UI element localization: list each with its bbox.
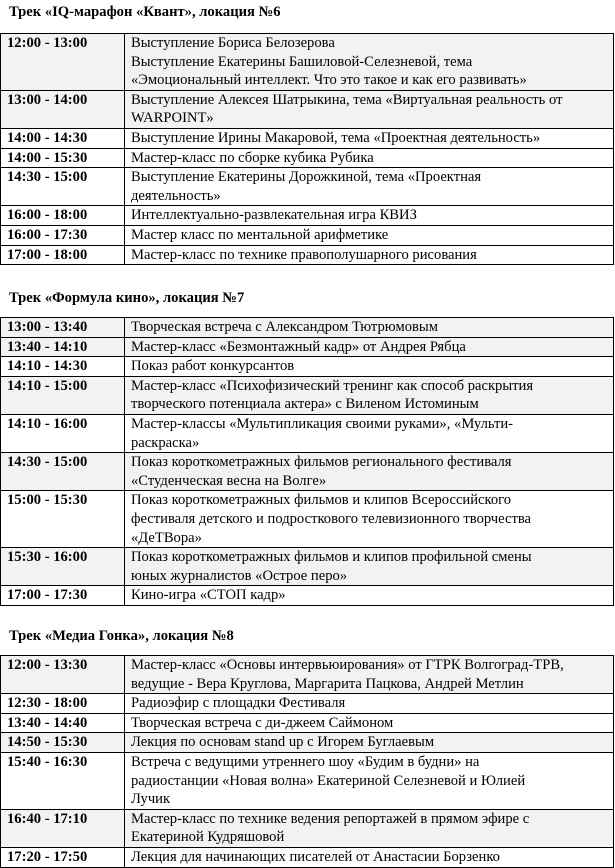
event-text: Показ короткометражных фильмов регионального фестиваля xyxy=(131,454,512,471)
event-cell xyxy=(125,357,614,377)
table-row xyxy=(1,548,614,586)
event-text: радиостанции «Новая волна» Екатериной Селезневой и Юлией xyxy=(131,772,526,789)
table-row xyxy=(1,245,614,265)
time-cell: 14:30 - 15:00 xyxy=(1,453,125,491)
table-row xyxy=(1,713,614,733)
event-cell xyxy=(125,206,614,226)
event-text: «ДеТВора» xyxy=(131,529,202,546)
time-cell: 12:00 - 13:30 xyxy=(1,656,125,694)
table-row xyxy=(1,414,614,452)
event-cell xyxy=(125,809,614,847)
time-cell: 15:00 - 15:30 xyxy=(1,491,125,548)
event-text: Екатериной Кудряшовой xyxy=(131,829,285,846)
table-row xyxy=(1,376,614,414)
table-row xyxy=(1,656,614,694)
time-cell: 15:30 - 16:00 xyxy=(1,548,125,586)
time-cell: 12:30 - 18:00 xyxy=(1,694,125,714)
time-cell: 16:00 - 17:30 xyxy=(1,225,125,245)
event-text: Мастер-класс по технике ведения репортажей в прямом эфире с xyxy=(131,810,530,827)
event-text: Встреча с ведущими утреннего шоу «Будим в будни» на xyxy=(131,753,480,770)
event-text: Показ работ конкурсантов xyxy=(131,358,295,375)
time-cell: 13:40 - 14:40 xyxy=(1,713,125,733)
table-row xyxy=(1,206,614,226)
event-text: юных журналистов «Острое перо» xyxy=(131,567,348,584)
event-text: Мастер-класс «Безмонтажный кадр» от Андрея Рябца xyxy=(131,338,466,355)
event-text: Мастер-класс «Психофизический тренинг как способ раскрытия xyxy=(131,377,534,394)
table-row xyxy=(1,128,614,148)
event-cell xyxy=(125,245,614,265)
time-cell: 14:00 - 15:30 xyxy=(1,148,125,168)
event-cell xyxy=(125,90,614,128)
time-cell: 17:00 - 17:30 xyxy=(1,586,125,606)
time-cell: 17:20 - 17:50 xyxy=(1,847,125,867)
event-text: Кино-игра «СТОП кадр» xyxy=(131,587,286,604)
event-text: Мастер-класс «Основы интервьюирования» от ГТРК Волгоград-ТРВ, xyxy=(131,657,564,673)
event-text: Показ короткометражных фильмов и клипов профильной смены xyxy=(131,549,532,566)
event-text: Выступление Ирины Макаровой, тема «Проектная деятельность» xyxy=(131,129,541,146)
table-row xyxy=(1,694,614,714)
event-cell xyxy=(125,318,614,338)
event-cell xyxy=(125,713,614,733)
time-cell: 14:10 - 16:00 xyxy=(1,414,125,452)
time-cell: 14:30 - 15:00 xyxy=(1,168,125,206)
event-text: Выступление Екатерины Башиловой-Селезневой, тема xyxy=(131,53,473,70)
event-text: фестиваля детского и подросткового телевизионного творчества xyxy=(131,510,532,527)
time-cell: 14:10 - 14:30 xyxy=(1,357,125,377)
event-text: Мастер-классы «Мультипликация своими руками», «Мульти- xyxy=(131,415,514,432)
event-cell xyxy=(125,225,614,245)
event-text: раскраска» xyxy=(131,434,200,451)
event-cell xyxy=(125,548,614,586)
schedule-table xyxy=(0,33,614,265)
event-text: Показ короткометражных фильмов и клипов Всероссийского xyxy=(131,492,512,509)
event-text: Выступление Бориса Белозерова xyxy=(131,35,335,51)
event-text: Мастер-класс по сборке кубика Рубика xyxy=(131,149,374,166)
event-cell xyxy=(125,376,614,414)
event-cell xyxy=(125,733,614,753)
event-text: Выступление Екатерины Дорожкиной, тема «Проектная xyxy=(131,169,482,186)
table-row xyxy=(1,168,614,206)
event-cell xyxy=(125,337,614,357)
track-title: Трек «Формула кино», локация №7 xyxy=(9,290,245,306)
table-row xyxy=(1,809,614,847)
time-cell: 12:00 - 13:00 xyxy=(1,34,125,91)
time-cell: 14:00 - 14:30 xyxy=(1,128,125,148)
track-title: Трек «Медиа Гонка», локация №8 xyxy=(9,628,234,644)
event-text: ведущие - Вера Круглова, Маргарита Пацкова, Андрей Метлин xyxy=(131,675,524,692)
table-row xyxy=(1,752,614,809)
event-text: Мастер класс по ментальной арифметике xyxy=(131,226,389,243)
event-cell xyxy=(125,128,614,148)
event-text: творческого потенциала актера» с Виленом Истоминым xyxy=(131,396,479,413)
table-row xyxy=(1,318,614,338)
event-text: Мастер-класс по технике правополушарного рисования xyxy=(131,246,477,263)
table-row xyxy=(1,357,614,377)
time-cell: 16:40 - 17:10 xyxy=(1,809,125,847)
event-cell xyxy=(125,586,614,606)
event-text: WARPOINT» xyxy=(131,110,214,127)
table-row xyxy=(1,733,614,753)
time-cell: 17:00 - 18:00 xyxy=(1,245,125,265)
event-text: Творческая встреча с ди-джеем Саймоном xyxy=(131,714,394,731)
time-cell: 16:00 - 18:00 xyxy=(1,206,125,226)
event-cell xyxy=(125,453,614,491)
event-cell xyxy=(125,847,614,867)
event-cell xyxy=(125,694,614,714)
time-cell: 14:50 - 15:30 xyxy=(1,733,125,753)
time-cell: 14:10 - 15:00 xyxy=(1,376,125,414)
table-row xyxy=(1,34,614,91)
event-text: деятельность» xyxy=(131,187,221,204)
table-row xyxy=(1,586,614,606)
table-row xyxy=(1,847,614,867)
table-row xyxy=(1,337,614,357)
event-cell xyxy=(125,752,614,809)
event-text: Лучик xyxy=(131,791,171,808)
event-text: «Эмоциональный интеллект. Что это такое и как его развивать» xyxy=(131,72,527,89)
event-text: Творческая встреча с Александром Тютрюмовым xyxy=(131,319,438,335)
schedule-table xyxy=(0,655,614,868)
event-cell xyxy=(125,491,614,548)
event-text: Лекция для начинающих писателей от Анастасии Борзенко xyxy=(131,848,500,865)
event-text: «Студенческая весна на Волге» xyxy=(131,472,327,489)
event-text: Интеллектуально-развлекательная игра КВИЗ xyxy=(131,207,417,224)
table-row xyxy=(1,90,614,128)
schedule-table xyxy=(0,317,614,606)
event-text: Радиоэфир с площадки Фестиваля xyxy=(131,695,346,712)
event-cell xyxy=(125,34,614,91)
event-text: Выступление Алексея Шатрыкина, тема «Виртуальная реальность от xyxy=(131,91,563,108)
event-cell xyxy=(125,656,614,694)
event-cell xyxy=(125,168,614,206)
table-row xyxy=(1,148,614,168)
table-row xyxy=(1,491,614,548)
table-row xyxy=(1,453,614,491)
table-row xyxy=(1,225,614,245)
time-cell: 13:00 - 14:00 xyxy=(1,90,125,128)
event-cell xyxy=(125,414,614,452)
event-cell xyxy=(125,148,614,168)
track-title: Трек «IQ-марафон «Квант», локация №6 xyxy=(9,4,281,20)
event-text: Лекция по основам stand up с Игорем Буглаевым xyxy=(131,734,435,751)
time-cell: 13:00 - 13:40 xyxy=(1,318,125,338)
time-cell: 13:40 - 14:10 xyxy=(1,337,125,357)
time-cell: 15:40 - 16:30 xyxy=(1,752,125,809)
